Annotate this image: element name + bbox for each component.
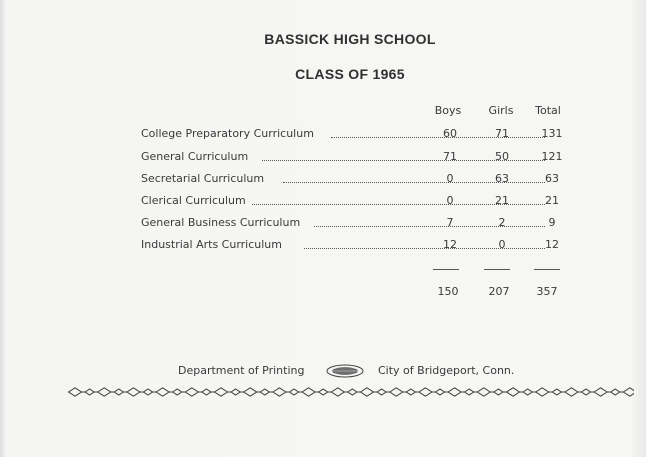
border-diamond xyxy=(523,389,532,395)
row-label: Secretarial Curriculum xyxy=(141,172,265,185)
border-diamond xyxy=(419,388,432,396)
row-label: College Preparatory Curriculum xyxy=(141,127,314,140)
row-label: Industrial Arts Curriculum xyxy=(141,238,282,251)
border-diamond xyxy=(260,389,269,395)
footer-department: Department of Printing xyxy=(178,364,305,377)
border-diamond xyxy=(406,389,415,395)
sum-rule xyxy=(534,269,560,270)
total-value: 21 xyxy=(545,194,559,207)
border-diamond xyxy=(127,388,140,396)
border-diamond xyxy=(273,388,286,396)
column-header-total: Total xyxy=(535,104,561,117)
border-diamond xyxy=(565,388,578,396)
total-value: 121 xyxy=(541,150,563,163)
boys-value: 0 xyxy=(446,194,454,207)
boys-value: 71 xyxy=(443,150,457,163)
border-diamond xyxy=(244,388,257,396)
girls-value: 63 xyxy=(495,172,509,185)
border-diamond xyxy=(202,389,211,395)
border-diamond xyxy=(85,389,94,395)
border-diamond xyxy=(185,388,198,396)
girls-value: 0 xyxy=(498,238,506,251)
boys-value: 12 xyxy=(443,238,457,251)
border-diamond xyxy=(331,388,344,396)
border-diamond xyxy=(231,389,240,395)
column-header-boys: Boys xyxy=(434,104,462,117)
boys-value: 60 xyxy=(443,127,457,140)
row-label: General Curriculum xyxy=(141,150,249,163)
border-diamond xyxy=(448,388,461,396)
border-diamond xyxy=(436,389,445,395)
diamond-chain-border-icon xyxy=(68,385,634,399)
class-year-title: CLASS OF 1965 xyxy=(295,66,405,82)
row-label: Clerical Curriculum xyxy=(141,194,246,207)
border-diamond xyxy=(377,389,386,395)
girls-value: 21 xyxy=(495,194,509,207)
sum-rule xyxy=(484,269,510,270)
border-diamond xyxy=(494,389,503,395)
total-value: 131 xyxy=(541,127,563,140)
border-diamond xyxy=(582,389,591,395)
border-diamond xyxy=(290,389,299,395)
school-title: BASSICK HIGH SCHOOL xyxy=(264,31,436,47)
row-label: General Business Curriculum xyxy=(141,216,301,229)
border-diamond xyxy=(536,388,549,396)
total-value: 12 xyxy=(545,238,559,251)
border-diamond xyxy=(552,389,561,395)
border-diamond xyxy=(173,389,182,395)
border-diamond xyxy=(507,388,520,396)
border-diamond xyxy=(114,389,123,395)
border-diamond xyxy=(98,388,111,396)
border-diamond xyxy=(361,388,374,396)
girls-value: 50 xyxy=(495,150,509,163)
border-diamond xyxy=(156,388,169,396)
border-diamond xyxy=(611,389,620,395)
boys-value: 0 xyxy=(446,172,454,185)
border-diamond xyxy=(348,389,357,395)
border-diamond xyxy=(302,388,315,396)
border-diamond xyxy=(319,389,328,395)
total-boys: 150 xyxy=(437,285,459,298)
girls-value: 2 xyxy=(498,216,506,229)
border-diamond xyxy=(465,389,474,395)
border-diamond xyxy=(594,388,607,396)
border-diamond xyxy=(623,388,634,396)
footer-city: City of Bridgeport, Conn. xyxy=(378,364,515,377)
border-diamond xyxy=(69,388,82,396)
total-girls: 207 xyxy=(488,285,510,298)
border-diamond xyxy=(390,388,403,396)
border-diamond xyxy=(477,388,490,396)
boys-value: 7 xyxy=(446,216,454,229)
girls-value: 71 xyxy=(495,127,509,140)
border-diamond xyxy=(215,388,228,396)
total-value: 63 xyxy=(545,172,559,185)
total-value: 9 xyxy=(548,216,556,229)
column-header-girls: Girls xyxy=(488,104,514,117)
border-diamond xyxy=(144,389,153,395)
sum-rule xyxy=(433,269,459,270)
grand-total: 357 xyxy=(536,285,558,298)
printing-emblem-icon xyxy=(326,364,364,378)
